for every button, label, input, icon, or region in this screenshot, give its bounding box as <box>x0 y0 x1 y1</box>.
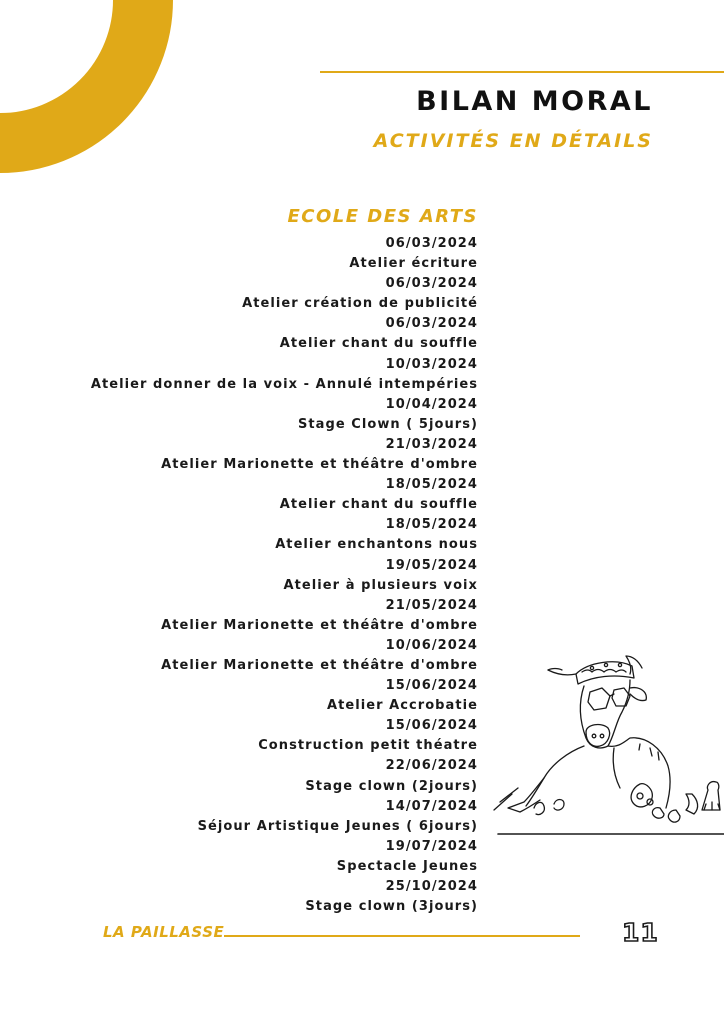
activity-entry <box>91 314 478 354</box>
activity-entry <box>91 274 478 314</box>
activity-date: 06/03/2024 <box>385 236 478 251</box>
activity-date: 19/05/2024 <box>385 557 478 573</box>
activity-entry <box>91 515 478 555</box>
activity-entry <box>91 636 478 676</box>
activity-name: Atelier enchantons nous <box>275 537 478 553</box>
page-number: 11 <box>622 918 659 947</box>
activity-name: Atelier Marionette et théâtre d'ombre <box>161 657 478 673</box>
activity-entry <box>91 797 478 837</box>
activity-list <box>91 234 478 917</box>
activity-date: 25/10/2024 <box>385 879 478 894</box>
activity-name: Atelier donner de la voix - Annulé intempéries <box>90 376 478 392</box>
activity-date: 06/03/2024 <box>385 276 478 292</box>
activity-entry <box>91 556 478 596</box>
activity-date: 15/06/2024 <box>385 678 478 694</box>
activity-entry <box>91 676 478 716</box>
activity-date: 21/05/2024 <box>385 597 478 613</box>
activity-date: 15/06/2024 <box>385 718 478 734</box>
activity-name: Atelier Marionette et théâtre d'ombre <box>161 617 478 633</box>
activity-entry <box>91 596 478 636</box>
activity-date: 18/05/2024 <box>385 477 478 493</box>
activity-name: Construction petit théatre <box>258 738 478 754</box>
activity-name: Atelier chant du souffle <box>279 497 478 513</box>
activity-entry <box>91 877 478 917</box>
page-subtitle: ACTIVITÉS EN DÉTAILS <box>373 130 653 152</box>
page-title: BILAN MORAL <box>416 86 653 117</box>
activity-date: 19/07/2024 <box>385 838 478 854</box>
activity-name: Stage clown (3jours) <box>305 899 478 915</box>
activity-name: Atelier Marionette et théâtre d'ombre <box>161 457 478 473</box>
activity-name: Séjour Artistique Jeunes ( 6jours) <box>197 818 478 834</box>
activity-date: 14/07/2024 <box>385 798 478 814</box>
decorative-corner-arc <box>0 0 180 180</box>
header-divider <box>320 71 724 73</box>
activity-entry <box>91 837 478 877</box>
activity-name: Spectacle Jeunes <box>336 858 478 874</box>
activity-entry <box>91 716 478 756</box>
activity-name: Atelier à plusieurs voix <box>283 577 478 593</box>
footer-divider <box>224 935 580 937</box>
activity-entry <box>91 435 478 475</box>
activity-name: Atelier chant du souffle <box>279 336 478 352</box>
activity-entry <box>91 234 478 274</box>
activity-entry <box>91 395 478 435</box>
activity-name: Stage clown (2jours) <box>305 778 478 794</box>
activity-date: 06/03/2024 <box>385 316 478 332</box>
activity-name: Stage Clown ( 5jours) <box>297 416 478 432</box>
footer-brand-logo: LA PAILLASSE <box>103 923 225 941</box>
activity-date: 18/05/2024 <box>385 517 478 533</box>
section-title: ECOLE DES ARTS <box>287 206 478 227</box>
activity-date: 22/06/2024 <box>385 758 478 774</box>
activity-name: Atelier création de publicité <box>242 296 478 312</box>
activity-entry <box>91 756 478 796</box>
activity-name: Atelier écriture <box>349 256 478 272</box>
activity-entry <box>91 475 478 515</box>
activity-date: 10/06/2024 <box>385 637 478 653</box>
bull-puppeteer-drawing-icon <box>490 652 724 842</box>
activity-date: 10/04/2024 <box>385 396 478 412</box>
activity-date: 10/03/2024 <box>385 356 478 372</box>
activity-entry <box>91 355 478 395</box>
activity-name: Atelier Accrobatie <box>326 698 478 714</box>
activity-date: 21/03/2024 <box>385 436 478 452</box>
